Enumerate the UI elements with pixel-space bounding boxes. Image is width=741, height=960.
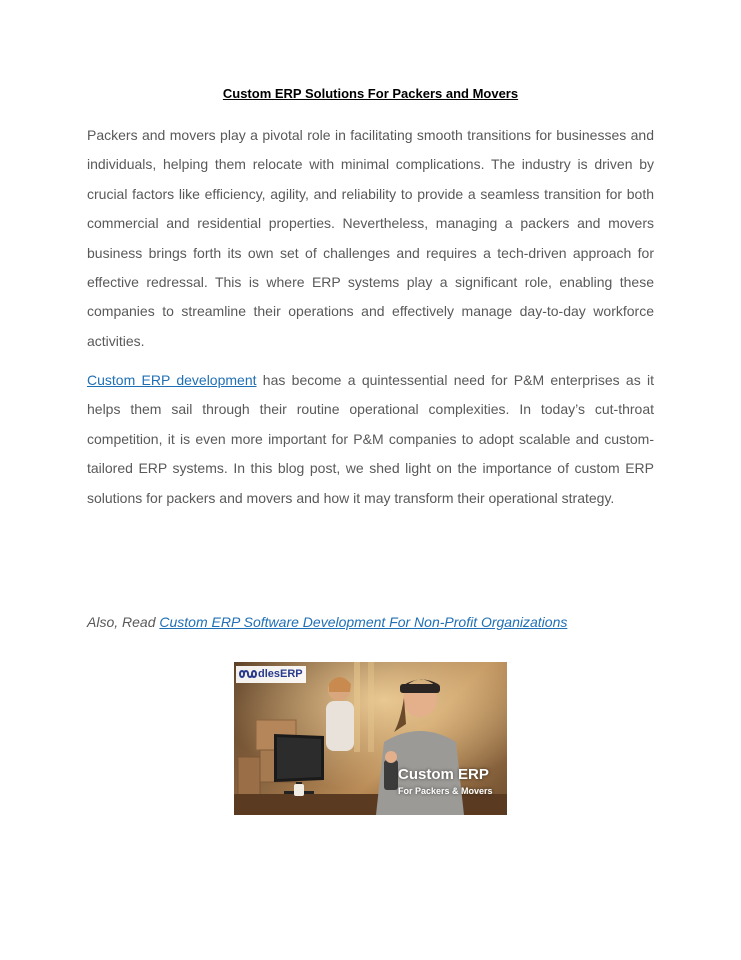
- banner-image: [234, 662, 507, 815]
- banner-caption: [398, 766, 493, 798]
- also-read-prefix: Also, Read: [87, 614, 160, 630]
- brand-prefix: dles: [258, 668, 281, 680]
- second-paragraph-text: has become a quintessential need for P&M enterprises as it helps them sail through their routine operational complexities. In today’s cut-throat competition, it is even more important for P&M companies to adopt scalable and custom-tailored ERP systems. In this blog post, we shed light on the importance of custom ERP solutions for packers and movers and how it may transform their operational strategy.: [87, 372, 654, 506]
- infinity-logo-icon: [239, 669, 257, 679]
- intro-paragraph: Packers and movers play a pivotal role in facilitating smooth transitions for businesses and individuals, helping them relocate with minimal complications. The industry is driven by crucial factors like efficiency, agility, and reliability to provide a seamless transition for both commercial and residential properties. Nevertheless, managing a packers and movers business brings forth its own set of challenges and requires a tech-driven approach for effective redressal. This is where ERP systems play a significant role, enabling these companies to streamline their operations and effectively manage day-to-day workforce activities.: [87, 127, 654, 349]
- brand-suffix: ERP: [280, 668, 303, 680]
- banner-headline: Custom ERP: [398, 766, 489, 783]
- oodles-erp-logo: [236, 666, 306, 683]
- document-title: Custom ERP Solutions For Packers and Movers: [222, 86, 519, 101]
- second-paragraph: [87, 366, 654, 513]
- banner-subheadline: For Packers & Movers: [398, 786, 493, 796]
- also-read-link[interactable]: Custom ERP Software Development For Non-Profit Organizations: [159, 614, 568, 630]
- also-read-line: [87, 614, 567, 630]
- custom-erp-development-link[interactable]: Custom ERP development: [87, 372, 257, 388]
